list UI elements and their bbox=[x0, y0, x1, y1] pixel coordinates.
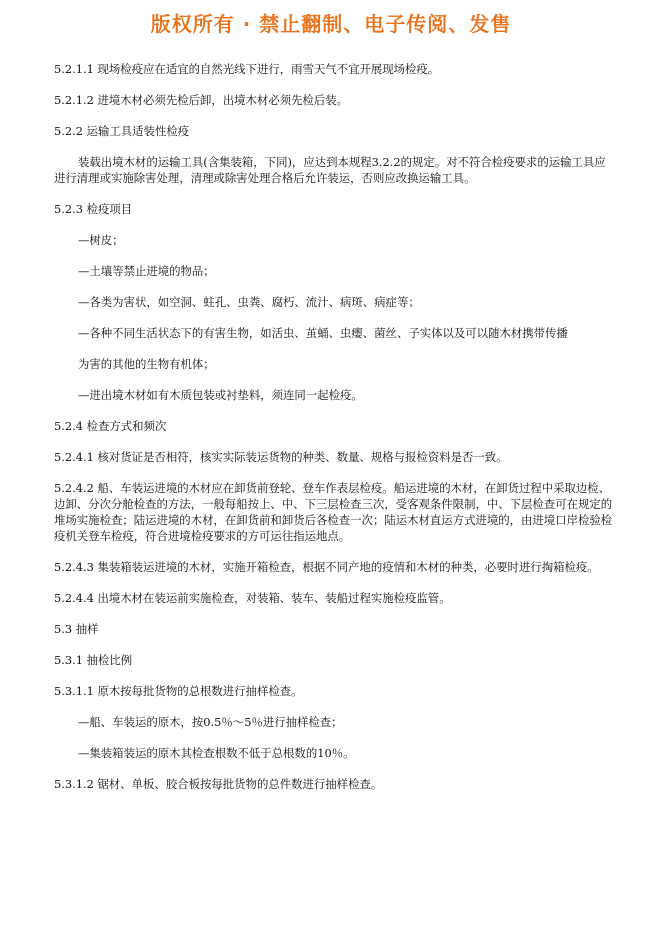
section-heading: 5.2.2 运输工具适装性检疫 bbox=[54, 124, 190, 138]
paragraph: 5.2.1.2 进境木材必须先检后卸，出境木材必须先检后装。 bbox=[54, 93, 349, 107]
paragraph: 装载出境木材的运输工具(含集装箱，下同)，应达到本规程3.2.2的规定。对不符合检疫要求的运输工具应进行清理或实施除害处理，清理或除害处理合格后允许装运，否则应改换运输工具。 bbox=[54, 155, 606, 185]
list-item: —进出境木材如有木质包装或衬垫料，须连同一起检疫。 bbox=[78, 388, 363, 402]
list-item: —各种不同生活状态下的有害生物，如活虫、茧蛹、虫瘿、菌丝、子实体以及可以随木材携带传播 bbox=[78, 326, 568, 340]
paragraph: 5.3.1.2 锯材、单板、胶合板按每批货物的总件数进行抽样检查。 bbox=[54, 777, 383, 791]
section-heading: 5.2.3 检疫项目 bbox=[54, 202, 133, 216]
paragraph: 5.3.1.1 原木按每批货物的总根数进行抽样检查。 bbox=[54, 684, 303, 698]
watermark-banner: 版权所有 · 禁止翻制、电子传阅、发售 bbox=[150, 12, 512, 36]
section-heading: 5.3.1 抽检比例 bbox=[54, 653, 133, 667]
list-item-continuation: 为害的其他的生物有机体； bbox=[78, 357, 215, 371]
list-item: —集装箱装运的原木其检查根数不低于总根数的10％。 bbox=[78, 746, 355, 760]
paragraph: 5.2.4.1 核对货证是否相符，核实实际装运货物的种类、数量、规格与报检资料是否一致。 bbox=[54, 450, 508, 464]
list-item: —船、车装运的原木，按0.5％～5％进行抽样检查； bbox=[78, 715, 343, 729]
paragraph: 5.2.4.3 集装箱装运进境的木材，实施开箱检查，根据不同产地的疫情和木材的种类，必要时进行掏箱检疫。 bbox=[54, 560, 599, 574]
list-item: —各类为害状，如空洞、蛀孔、虫粪、腐朽、流汁、病斑、病症等； bbox=[78, 295, 420, 309]
paragraph: 5.2.1.1 现场检疫应在适宜的自然光线下进行，雨雪天气不宜开展现场检疫。 bbox=[54, 62, 440, 76]
document-body bbox=[54, 61, 614, 807]
list-item: —土壤等禁止进境的物品； bbox=[78, 264, 215, 278]
list-item: —树皮； bbox=[78, 233, 124, 247]
section-heading: 5.2.4 检查方式和频次 bbox=[54, 419, 167, 433]
paragraph: 5.2.4.2 船、车装运进境的木材应在卸货前登轮、登车作表层检疫。船运进境的木材，在卸货过程中采取边检、边卸、分次分舱检查的方法，一般每船按上、中、下三层检查三次，受客观条件限制，中、下层检查可在规定的堆场实施检查；陆运进境的木材，在卸货前和卸货后各检查一次；陆运木材直运方式进境的，由进境口岸检验检疫机关登车检疫，符合进境检疫要求的方可运往指运地点。 bbox=[54, 481, 613, 543]
section-heading: 5.3 抽样 bbox=[54, 622, 99, 636]
paragraph: 5.2.4.4 出境木材在装运前实施检查，对装箱、装车、装船过程实施检疫监管。 bbox=[54, 591, 451, 605]
